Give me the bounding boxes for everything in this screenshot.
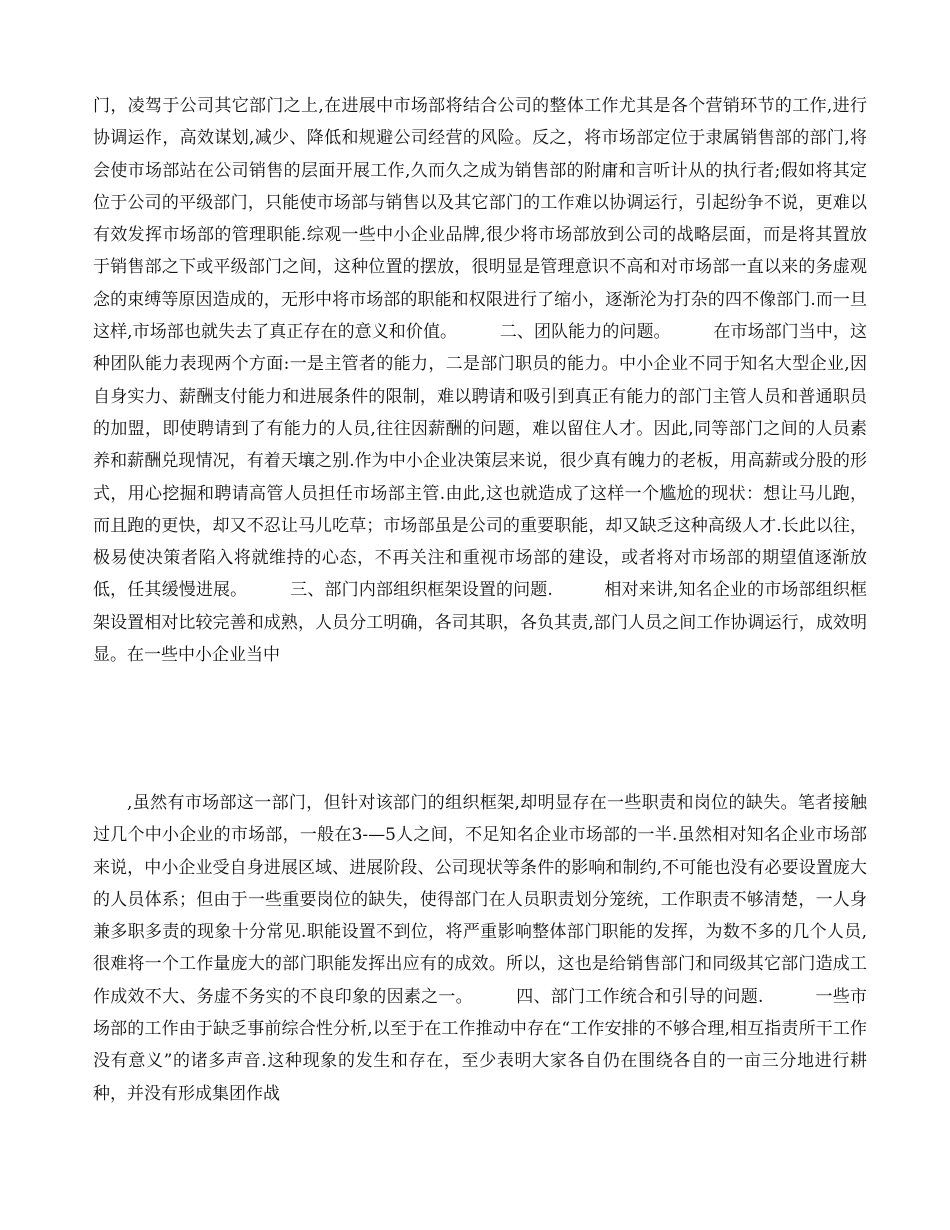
body-paragraph-2: ,虽然有市场部这一部门，但针对该部门的组织框架,却明显存在一些职责和岗位的缺失。笔者接触过几个中小企业的市场部，一般在3-—5人之间，不足知名企业市场部的一半.虽然相对知名企业市场部来说，中小企业受自身进展区域、进展阶段、公司现状等条件的影响和制约,不可能也没有必要设置庞大的人员体系；但由于一些重要岗位的缺失，使得部门在人员职责划分笼统，工作职责不够清楚，一人身兼多职多责的现象十分常见.职能设置不到位，将严重影响整体部门职能的发挥，为数不多的几个人员,很难将一个工作量庞大的部门职能发挥出应有的成效。所以，这也是给销售部门和同级其它部门造成工作成效不大、务虚不务实的不良印象的因素之一。 四、部门工作统合和引导的问题. 一些市场部的工作由于缺乏事前综合性分析,以至于在工作推动中存在“工作安排的不够合理,相互指责所干工作没有意义”的诸多声音.这种现象的发生和存在，至少表明大家各自仍在围绕各自的一亩三分地进行耕种，并没有形成集团作战 xyxy=(93,793,867,1104)
body-paragraph-1: 门，凌驾于公司其它部门之上,在进展中市场部将结合公司的整体工作尤其是各个营销环节的工作,进行协调运作，高效谋划,减少、降低和规避公司经营的风险。反之，将市场部定位于隶属销售部的部门,将会使市场部站在公司销售的层面开展工作,久而久之成为销售部的附庸和言听计从的执行者;假如将其定位于公司的平级部门，只能使市场部与销售以及其它部门的工作难以协调运行，引起纷争不说，更难以有效发挥市场部的管理职能.综观一些中小企业品牌,很少将市场部放到公司的战略层面，而是将其置放于销售部之下或平级部门之间，这种位置的摆放，很明显是管理意识不高和对市场部一直以来的务虚观念的束缚等原因造成的，无形中将市场部的职能和权限进行了缩小，逐渐沦为打杂的四不像部门.而一旦这样,市场部也就失去了真正存在的意义和价值。 二、团队能力的问题。 在市场部门当中，这种团队能力表现两个方面:一是主管者的能力，二是部门职员的能力。中小企业不同于知名大型企业,因自身实力、薪酬支付能力和进展条件的限制，难以聘请和吸引到真正有能力的部门主管人员和普通职员的加盟，即使聘请到了有能力的人员,往往因薪酬的问题，难以留住人才。因此,同等部门之间的人员素养和薪酬兑现情况，有着天壤之别.作为中小企业决策层来说，很少真有魄力的老板，用高薪或分股的形式，用心挖掘和聘请高管人员担任市场部主管.由此,这也就造成了这样一个尴尬的现状：想让马儿跑，而且跑的更快，却又不忍让马儿吃草；市场部虽是公司的重要职能，却又缺乏这种高级人才.长此以往，极易使决策者陷入将就维持的心态，不再关注和重视市场部的建设，或者将对市场部的期望值逐渐放低，任其缓慢进展。 三、部门内部组织框架设置的问题. 相对来讲,知名企业的市场部组织框架设置相对比较完善和成熟，人员分工明确，各司其职，各负其责,部门人员之间工作协调运行，成效明显。在一些中小企业当中 xyxy=(93,96,867,666)
